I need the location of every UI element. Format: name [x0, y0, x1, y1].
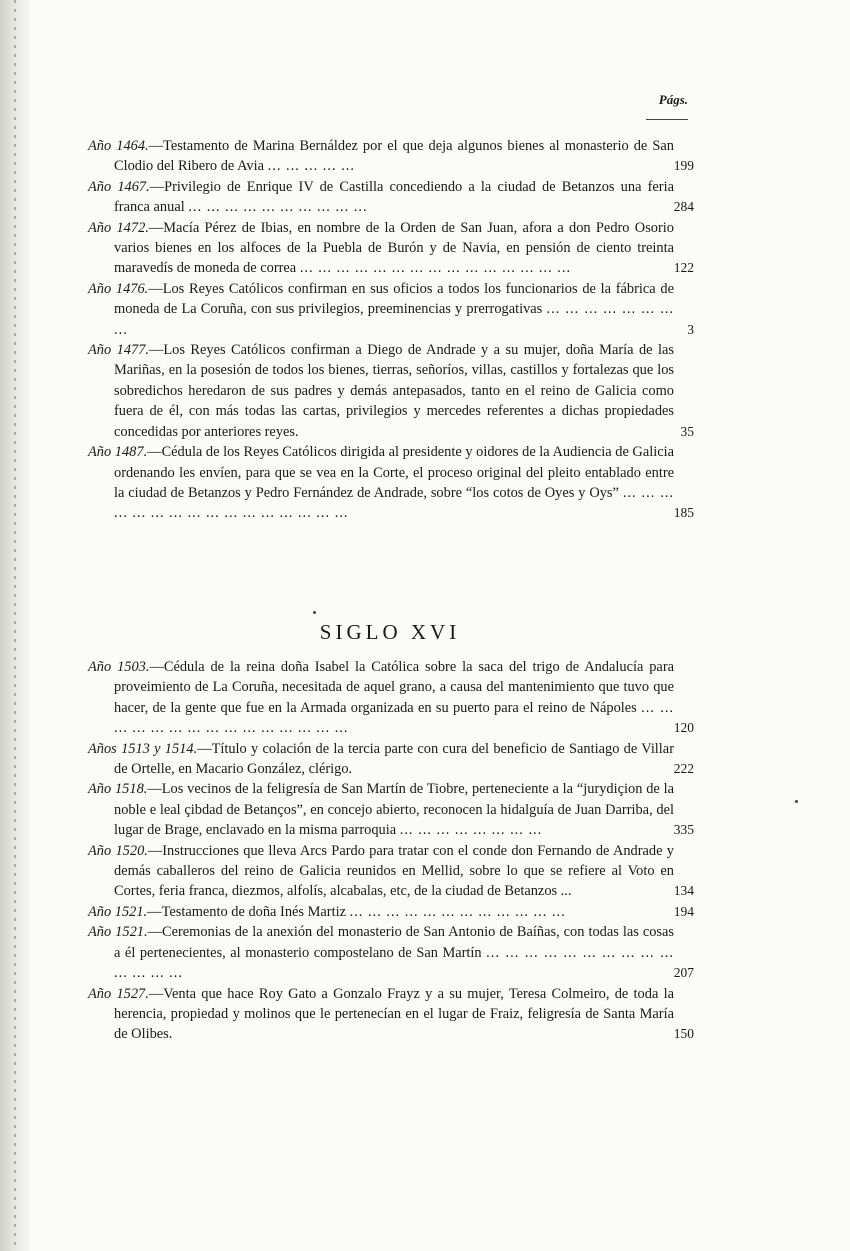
entry-text — [88, 218, 674, 279]
entry-text — [88, 984, 674, 1045]
entry-page-number: 194 — [673, 903, 694, 919]
entry-description: —Macía Pérez de Ibias, en nombre de la Orden de San Juan, afora a don Pedro Osorio varios bienes en los alfoces de la Puebla de Burón y de Navia, en pensión de ciento treinta maravedís de moneda de correa — [114, 219, 674, 277]
leader-dots: ... ... ... ... ... ... ... ... ... ... ... ... ... ... ... — [299, 260, 572, 277]
index-entry — [88, 841, 698, 902]
entry-page-number: 134 — [673, 883, 694, 899]
index-entry — [88, 984, 698, 1045]
entry-text — [88, 902, 674, 922]
index-section-2 — [88, 657, 698, 1045]
print-speck — [795, 800, 798, 803]
index-entry — [88, 657, 698, 739]
entry-text — [88, 657, 674, 739]
entry-year: Años 1513 y 1514. — [88, 740, 198, 757]
entry-year: Año 1476. — [88, 280, 149, 297]
index-entry — [88, 136, 698, 177]
leader-dots: ... ... ... ... ... ... ... ... ... ... ... ... ... ... ... — [114, 699, 675, 737]
entry-page-number: 122 — [673, 260, 694, 276]
entry-page-number: 207 — [673, 965, 694, 981]
leader-dots: ... ... ... ... ... ... ... ... ... ... — [188, 199, 368, 216]
entry-year: Año 1487. — [88, 444, 148, 461]
entry-year: Año 1503. — [88, 659, 150, 675]
entry-page-number: 185 — [673, 505, 694, 521]
leader-dots: ... ... ... ... ... ... ... ... ... ... ... ... — [349, 903, 566, 920]
entry-description: —Instrucciones que lleva Arcs Pardo para tratar con el conde don Fernando de Andrade y demás caballeros del reino de Galicia reunidos en Mellid, sobre lo que se refiere al Voto en Cortes, feria franca, diezmos, alfolís, alcabalas, etc, de la ciudad de Betanzos ... — [114, 842, 674, 900]
index-entry — [88, 177, 698, 218]
entry-text — [88, 340, 674, 442]
entry-text — [88, 442, 674, 524]
print-speck — [313, 611, 316, 614]
entry-description: —Privilegio de Enrique IV de Castilla concediendo a la ciudad de Betanzos una feria franca anual — [114, 178, 674, 216]
entry-description: —Los Reyes Católicos confirman en sus oficios a todos los funcionarios de la fábrica de moneda de La Coruña, con sus privilegios, preeminencias y prerrogativas — [114, 280, 674, 318]
leader-dots: ... ... ... ... ... ... ... ... ... ... ... ... ... ... ... ... — [114, 484, 674, 522]
entry-description: —Ceremonias de la anexión del monasterio de San Antonio de Baíñas, con todas las cosas a él pertenecientes, al monasterio compostelano de San Martín — [114, 924, 674, 961]
entry-text — [88, 779, 674, 840]
entry-text — [88, 279, 674, 340]
index-entry — [88, 739, 698, 780]
entry-description: —Cédula de la reina doña Isabel la Católica sobre la saca del trigo de Andalucía para proveimiento de La Coruña, necesitada de aquel grano, a causa del mantenimiento que tuvo que hacer, de la gente que fue en la Armada organizada en su puerto para el reino de Nápoles — [114, 659, 674, 716]
entry-year: Año 1477. — [88, 342, 149, 359]
index-entry — [88, 922, 698, 983]
entry-description: —Testamento de doña Inés Martiz — [147, 903, 346, 920]
index-entry — [88, 902, 698, 922]
entry-year: Año 1521. — [88, 903, 148, 920]
entry-text — [88, 739, 674, 780]
leader-dots: ... ... ... ... ... ... ... ... — [399, 822, 543, 839]
entry-year: Año 1521. — [88, 924, 148, 941]
index-entry — [88, 442, 698, 524]
entry-page-number: 35 — [680, 423, 694, 439]
entry-description: —Los Reyes Católicos confirman a Diego de Andrade y a su mujer, doña María de las Mariñas, en la posesión de todos los bienes, tierras, señoríos, villas, castillos y fortalezas que los sobredichos heredaron de sus padres y demás antepasados, tanto en el reino de Galicia como fuera de él, con más todas las cartas, privilegios y mercedes referentes a dichas propiedades concedidas por anteriores reyes. — [114, 342, 674, 440]
section-heading: SIGLO XVI — [319, 620, 461, 644]
leader-dots: ... ... ... ... ... ... ... ... ... ... ... ... ... ... — [114, 944, 674, 982]
entry-description: —Venta que hace Roy Gato a Gonzalo Frayz y a su mujer, Teresa Colmeiro, de toda la herencia, propiedad y molinos que le pertenecían en el lugar de Fraiz, feligresía de Santa María de Olibes. — [114, 985, 674, 1043]
entry-year: Año 1472. — [88, 219, 149, 236]
entry-page-number: 120 — [673, 720, 694, 736]
entry-page-number: 150 — [673, 1026, 694, 1042]
entry-page-number: 199 — [673, 158, 694, 174]
entry-year: Año 1467. — [88, 178, 150, 195]
pages-column-label: Págs. — [658, 92, 688, 107]
leader-dots: ... ... ... ... ... — [267, 158, 355, 175]
entry-description: —Cédula de los Reyes Católicos dirigida al presidente y oidores de la Audiencia de Galicia ordenando les envíen, para que se vea en la Corte, el proceso original del pleito entablado entre la ciudad de Betanzos y Pedro Fernández de Andrade, sobre “los cotos de Oyes y Oys” — [114, 444, 674, 501]
entry-text — [88, 136, 674, 177]
entry-page-number: 284 — [673, 199, 694, 215]
entry-year: Año 1527. — [88, 985, 149, 1002]
entry-page-number: 222 — [673, 761, 694, 777]
entry-text — [88, 922, 674, 983]
entry-year: Año 1464. — [88, 138, 149, 154]
entry-text — [88, 177, 674, 218]
index-section-1 — [88, 136, 698, 524]
entry-description: —Testamento de Marina Bernáldez por el que deja algunos bienes al monasterio de San Clodio del Ribero de Avia — [114, 138, 674, 175]
entry-page-number: 335 — [673, 822, 694, 838]
entry-year: Año 1520. — [88, 842, 148, 859]
index-entry — [88, 779, 698, 840]
entry-description: —Título y colación de la tercia parte con cura del beneficio de Santiago de Villar de Ortelle, en Macario González, clérigo. — [114, 740, 674, 778]
index-entry — [88, 279, 698, 340]
index-entry — [88, 340, 698, 442]
leader-dots: ... ... ... ... ... ... ... ... — [114, 301, 674, 338]
entry-text — [88, 841, 674, 902]
entry-description: —Los vecinos de la feligresía de San Martín de Tiobre, perteneciente a la “jurydiçion de la noble e leal çibdad de Betanços”, en concejo abierto, reconocen la hidalguía de Juan Darriba, del lugar de Brage, enclavado en la misma parroquia — [114, 781, 674, 839]
entry-year: Año 1518. — [88, 781, 148, 798]
pages-label-rule — [646, 119, 688, 120]
entry-page-number: 3 — [687, 321, 694, 337]
index-entry — [88, 218, 698, 279]
